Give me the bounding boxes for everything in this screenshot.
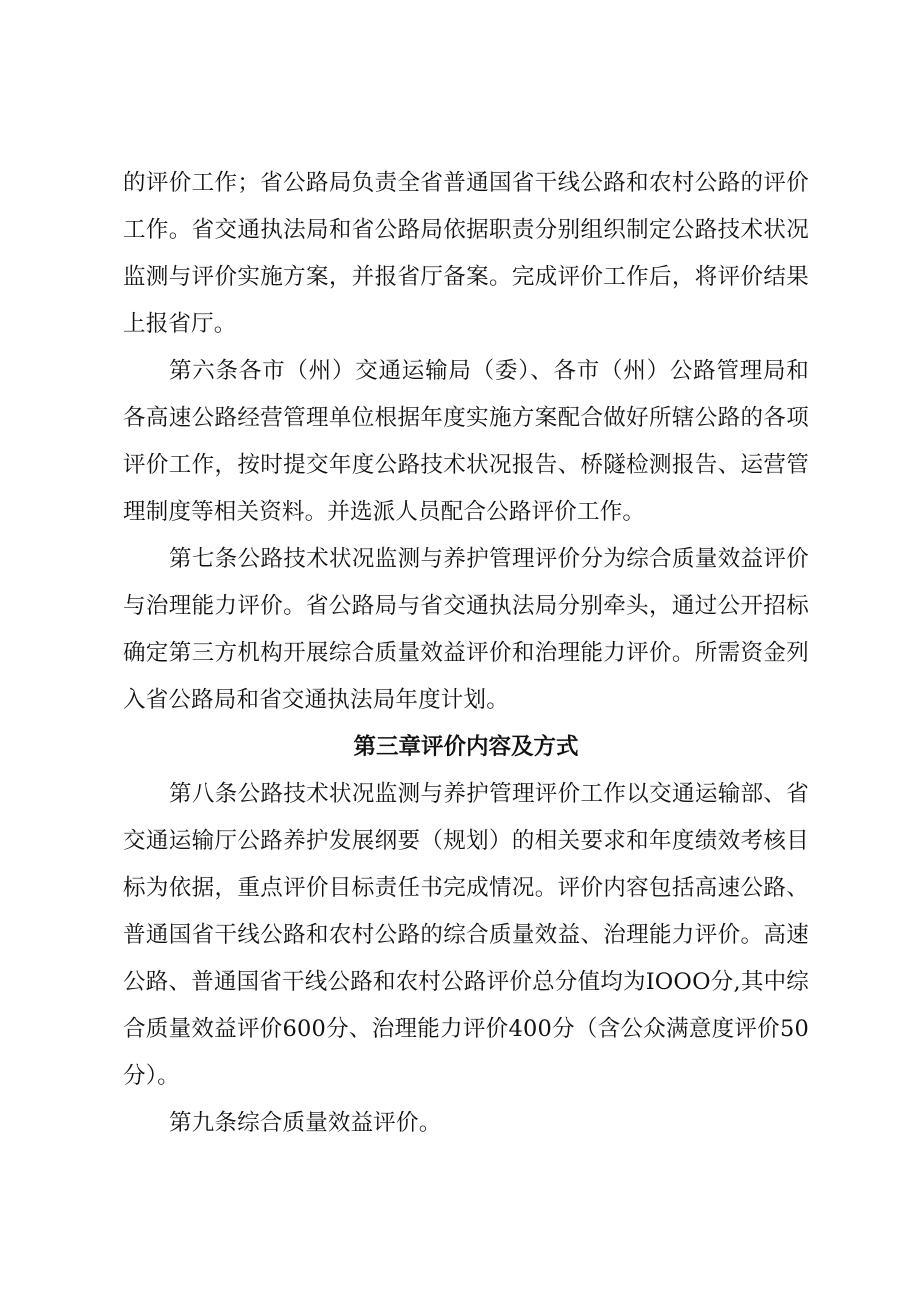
paragraph-article-8: 第八条公路技术状况监测与养护管理评价工作以交通运输部、省交通运输厅公路养护发展纲要（规划）的相关要求和年度绩效考核目标为依据，重点评价目标责任书完成情况。评价内容包括高速公路、普通国省干线公路和农村公路的综合质量效益、治理能力评价。高速公路、普通国省干线公路和农村公路评价总分值均为IOOO分,其中综合质量效益评价600分、治理能力评价400分（含公众满意度评价50分）。	[123, 781, 809, 1089]
paragraph-article-6: 第六条各市（州）交通运输局（委）、各市（州）公路管理局和各高速公路经营管理单位根据年度实施方案配合做好所辖公路的各项评价工作，按时提交年度公路技术状况报告、桥隧检测报告、运营管理制度等相关资料。并选派人员配合公路评价工作。	[123, 358, 809, 525]
chapter-heading: 第三章评价内容及方式	[353, 734, 579, 760]
paragraph-article-9: 第九条综合质量效益评价。	[169, 1110, 442, 1136]
paragraph-article-7: 第七条公路技术状况监测与养护管理评价分为综合质量效益评价与治理能力评价。省公路局与省交通执法局分别牵头，通过公开招标确定第三方机构开展综合质量效益评价和治理能力评价。所需资金列入省公路局和省交通执法局年度计划。	[123, 546, 809, 713]
paragraph-continued: 的评价工作；省公路局负责全省普通国省干线公路和农村公路的评价工作。省交通执法局和省公路局依据职责分别组织制定公路技术状况监测与评价实施方案，并报省厅备案。完成评价工作后，将评价结果上报省厅。	[123, 170, 809, 337]
document-body	[123, 160, 809, 1147]
